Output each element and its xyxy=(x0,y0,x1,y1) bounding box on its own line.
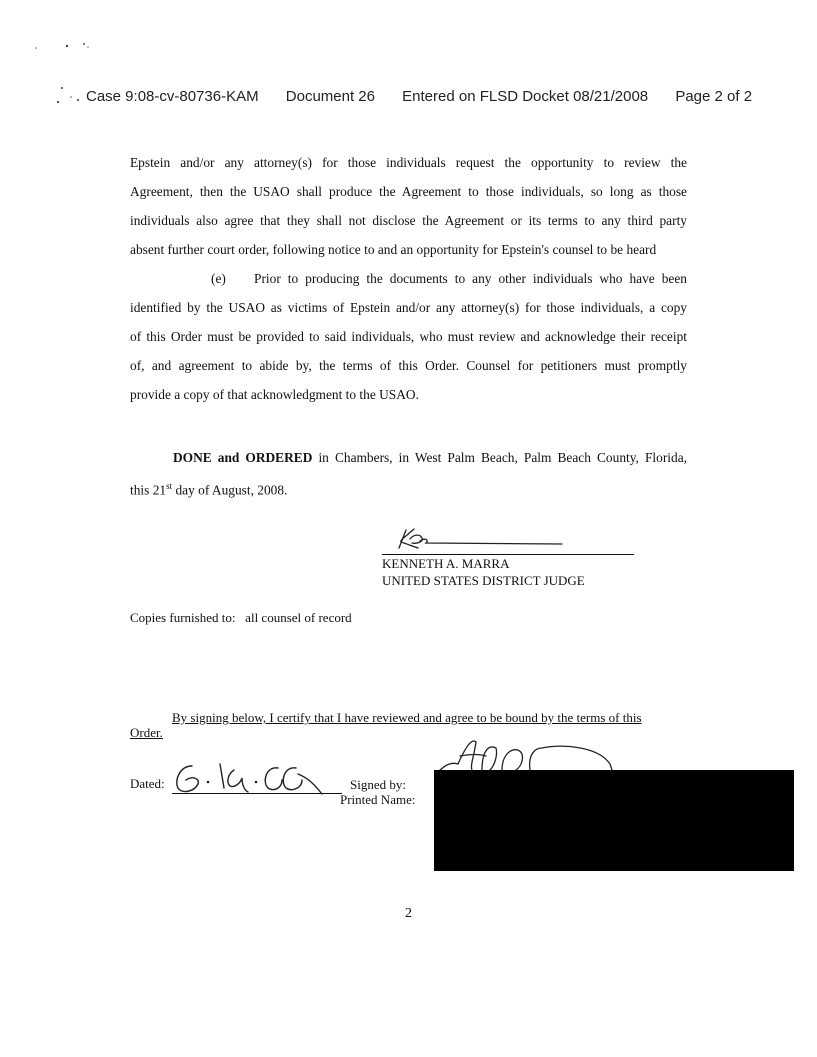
copies-furnished: Copies furnished to: all counsel of record xyxy=(130,610,352,625)
judge-name: KENNETH A. MARRA xyxy=(382,556,510,571)
text-line: Agreement, then the USAO shall produce the Agreement to those individuals, so long as those xyxy=(130,184,687,199)
signed-by-label: Signed by: xyxy=(350,777,406,792)
document-number: Document 26 xyxy=(285,88,375,105)
text-line: identified by the USAO as victims of Epstein and/or any attorney(s) for those individuals, a copy xyxy=(130,300,687,315)
text-line: individuals also agree that they shall not disclose the Agreement or its terms to any third party xyxy=(130,213,687,228)
paragraph-e-label: (e) xyxy=(211,271,226,286)
paragraph-e-first-line xyxy=(130,264,687,293)
handwritten-date xyxy=(172,760,352,796)
case-number: Case 9:08-cv-80736-KAM xyxy=(86,88,259,105)
text-line: Prior to producing the documents to any other individuals who have been xyxy=(254,271,687,286)
order-body xyxy=(130,148,687,409)
redaction-block xyxy=(434,770,794,871)
page-number: 2 xyxy=(405,906,412,921)
certify-line-2: Order. xyxy=(130,725,163,740)
text-line: absent further court order, following notice to and an opportunity for Epstein's counsel to be heard xyxy=(130,242,657,257)
judge-signature xyxy=(394,526,564,556)
done-and-ordered xyxy=(130,443,687,504)
entered-docket: Entered on FLSD Docket 08/21/2008 xyxy=(402,88,649,105)
text-line: of, and agreement to abide by, the terms of this Order. Counsel for petitioners must promptly xyxy=(130,358,687,373)
printed-name-label: Printed Name: xyxy=(340,792,416,807)
certify-line-1: By signing below, I certify that I have reviewed and agree to be bound by the terms of this xyxy=(172,710,642,725)
dated-label: Dated: xyxy=(130,776,165,791)
text-line: provide a copy of that acknowledgment to the USAO. xyxy=(130,387,419,402)
page-indicator: Page 2 of 2 xyxy=(675,88,753,105)
text-line: of this Order must be provided to said individuals, who must review and acknowledge their receipt xyxy=(130,329,687,344)
done-line-2: this 21st day of August, 2008. xyxy=(130,481,288,498)
done-line-1: DONE and ORDERED in Chambers, in West Palm Beach, Palm Beach County, Florida, xyxy=(173,450,688,465)
judge-signature-line xyxy=(382,554,634,555)
docket-header xyxy=(86,88,752,105)
judge-title: UNITED STATES DISTRICT JUDGE xyxy=(382,573,585,588)
done-ordered-bold: DONE and ORDERED xyxy=(173,450,313,465)
text-line: Epstein and/or any attorney(s) for those individuals request the opportunity to review the xyxy=(130,155,687,170)
